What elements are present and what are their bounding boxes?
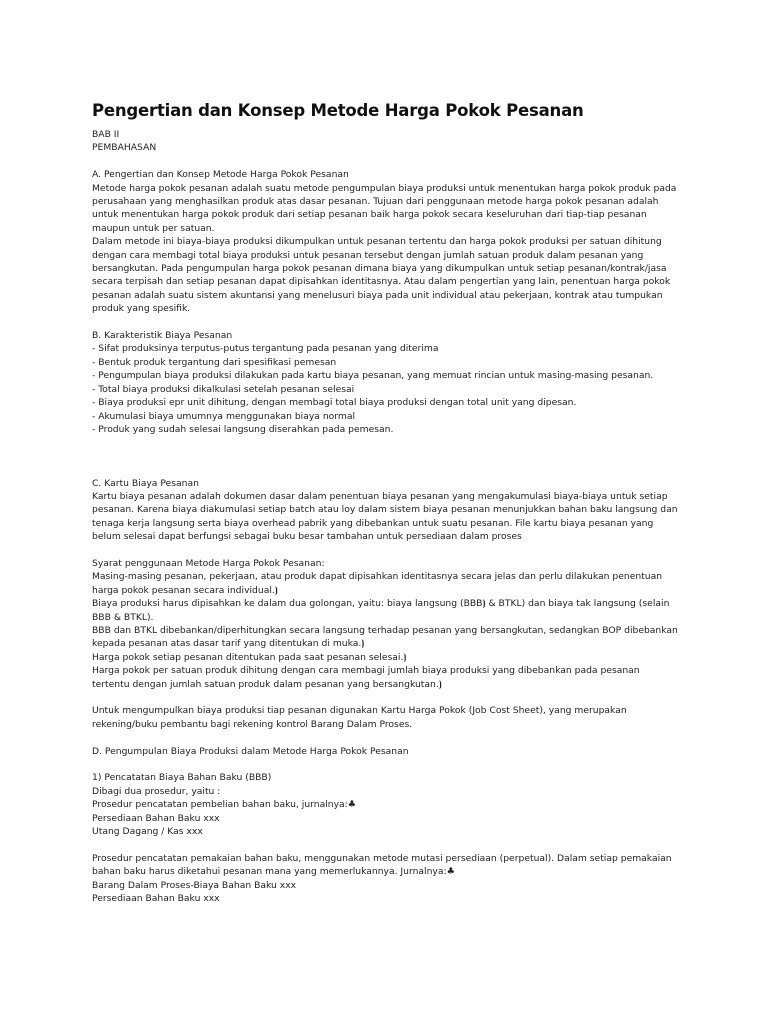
spacer [92, 544, 677, 557]
paragraph-line: Kartu biaya pesanan adalah dokumen dasar dalam penentuan biaya pesanan yang mengakumulasi biaya-biaya untuk setiap [92, 490, 668, 502]
syarat-line: BBB dan BTKL dibebankan/diperhitungkan secara langsung terhadap pesanan yang bersangkutan, sedangkan BOP dibebankan [92, 624, 678, 636]
list-item: - Produk yang sudah selesai langsung diserahkan pada pemesan. [92, 423, 394, 435]
syarat-line: Biaya produksi harus dipisahkan ke dalam dua golongan, yaitu: biaya langsung (BBB⦘ & BTKL) dan biaya tak langsung (selain [92, 598, 670, 610]
paragraph-line: pesanan. Karena biaya diakumulasi setiap batch atau loy dalam sistem biaya pesanan menunjukkan bahan baku langsung dan [92, 504, 678, 516]
kartu-line: rekening/buku pembantu bagi rekening kontrol Barang Dalam Proses. [92, 718, 413, 730]
journal-line: Utang Dagang / Kas xxx [92, 826, 203, 837]
section-d-heading: D. Pengumpulan Biaya Produksi dalam Metode Harga Pokok Pesanan [92, 745, 409, 757]
journal-line: Barang Dalam Proses-Biaya Bahan Baku xxx [92, 879, 297, 891]
paragraph-line: dengan cara membagi total biaya produksi untuk pesanan tersebut dengan jumlah satuan produk dalam pesanan yang [92, 249, 644, 261]
section-b-heading: B. Karakteristik Biaya Pesanan [92, 330, 233, 342]
syarat-heading: Syarat penggunaan Metode Harga Pokok Pesanan: [92, 557, 325, 569]
syarat-line: harga pokok pesanan secara individual.⦘ [92, 584, 278, 596]
syarat-line: Masing-masing pesanan, pekerjaan, atau produk dapat dipisahkan identitasnya secara jelas dan perlu dilakukan penentuan [92, 571, 663, 583]
subsection-heading: 1) Pencatatan Biaya Bahan Baku (BBB) [92, 772, 272, 784]
syarat-line: Harga pokok setiap pesanan ditentukan pada saat pesanan selesai.⦘ [92, 651, 407, 663]
syarat-line: Harga pokok per satuan produk dihitung dengan cara membagi jumlah biaya produksi yang dibebankan pada pesanan [92, 665, 640, 677]
pembahasan-label: PEMBAHASAN [92, 142, 157, 154]
paragraph-line: Prosedur pencatatan pemakaian bahan baku, menggunakan metode mutasi persediaan (perpetual). Dalam setiap pemakaian [92, 852, 672, 864]
list-item: - Total biaya produksi dikalkulasi setelah pesanan selesai [92, 383, 355, 395]
list-item: - Biaya produksi epr unit dihitung, dengan membagi total biaya produksi dengan total unit yang dipesan. [92, 397, 577, 409]
syarat-line: BBB & BTKL). [92, 611, 154, 623]
document-title: Pengertian dan Konsep Metode Harga Pokok Pesanan [92, 101, 584, 120]
spacer [92, 155, 677, 168]
section-c [92, 477, 677, 732]
paragraph-line: Dalam metode ini biaya-biaya produksi dikumpulkan untuk pesanan tertentu dan harga pokok produksi per satuan dihitung [92, 236, 662, 248]
paragraph-line: maupun untuk per satuan. [92, 222, 215, 234]
list-item: - Bentuk produk tergantung dari spesifikasi pemesan [92, 356, 337, 368]
paragraph-line: bahan baku harus diketahui pesanan mana yang memerlukannya. Jurnalnya:♣ [92, 866, 455, 878]
paragraph-line: tenaga kerja langsung serta biaya overhead pabrik yang dibebankan untuk suatu pesanan. File kartu biaya pesanan yang [92, 517, 654, 529]
syarat-line: tertentu dengan jumlah satuan produk dalam pesanan yang bersangkutan.⦘ [92, 678, 442, 690]
section-d [92, 745, 677, 906]
paragraph-line: Dibagi dua prosedur, yaitu : [92, 785, 221, 797]
syarat-line: kepada pesanan atas dasar tarif yang ditentukan di muka.⦘ [92, 638, 365, 650]
journal-line: Persediaan Bahan Baku xxx [92, 893, 220, 905]
section-a [92, 168, 677, 315]
bab-label: BAB II [92, 129, 120, 140]
document-page [92, 100, 677, 905]
spacer [92, 838, 677, 851]
list-item: - Pengumpulan biaya produksi dilakukan pada kartu biaya pesanan, yang memuat rincian untuk masing-masing pesanan. [92, 370, 654, 382]
section-a-heading: A. Pengertian dan Konsep Metode Harga Pokok Pesanan [92, 169, 349, 181]
spacer [92, 758, 677, 771]
paragraph-line: belum selesai dapat berfungsi sebagai buku besar tambahan untuk persediaan dalam proses [92, 531, 522, 543]
paragraph-line: untuk menentukan harga pokok produk dari setiap pesanan baik harga pokok secara keseluruhan dari tiap-tiap pesanan [92, 209, 647, 221]
section-c-heading: C. Kartu Biaya Pesanan [92, 477, 199, 489]
journal-line: Persediaan Bahan Baku xxx [92, 812, 220, 824]
paragraph-line: Metode harga pokok pesanan adalah suatu metode pengumpulan biaya produksi untuk menentukan harga pokok produk pada [92, 182, 677, 194]
paragraph-line: bersangkutan. Pada pengumpulan harga pokok pesanan dimana biaya yang dikumpulkan untuk setiap pesanan/kontrak/jasa [92, 263, 667, 275]
spacer [92, 691, 677, 704]
paragraph-line: perusahaan yang menghasilkan produk atas dasar pesanan. Tujuan dari penggunaan metode harga pokok pesanan adalah [92, 196, 659, 208]
paragraph-line: Prosedur pencatatan pembelian bahan baku, jurnalnya:♣ [92, 799, 357, 811]
spacer [92, 731, 677, 744]
list-item: - Sifat produksinya terputus-putus tergantung pada pesanan yang diterima [92, 343, 439, 355]
section-b [92, 329, 677, 436]
spacer [92, 463, 677, 476]
spacer [92, 436, 677, 463]
paragraph-line: pesanan adalah suatu sistem akuntansi yang menelusuri biaya pada unit individual atau pekerjaan, kontrak atau tumpukan [92, 289, 663, 301]
spacer [92, 316, 677, 329]
kartu-line: Untuk mengumpulkan biaya produksi tiap pesanan digunakan Kartu Harga Pokok (Job Cost Sheet), yang merupakan [92, 705, 627, 717]
list-item: - Akumulasi biaya umumnya menggunakan biaya normal [92, 410, 356, 422]
paragraph-line: produk yang spesifik. [92, 303, 191, 315]
paragraph-line: secara terpisah dan setiap pesanan dapat dipisahkan identitasnya. Atau dalam pengertian yang lain, penentuan harga pokok [92, 276, 671, 288]
